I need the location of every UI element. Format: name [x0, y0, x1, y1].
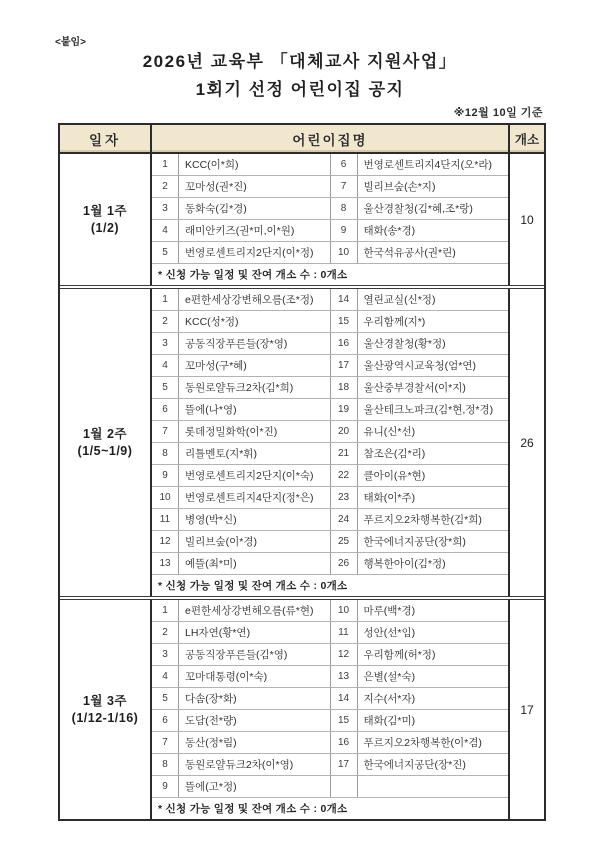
week-label: 1월 1주: [82, 203, 128, 218]
entry-number: 13: [152, 553, 179, 574]
date-cell: [60, 289, 152, 596]
entry-name: 예뜰(최*미): [179, 553, 331, 574]
entry-number: 9: [152, 776, 179, 797]
count-cell: 10: [508, 154, 544, 285]
entry-name: 울산중부경찰서(이*지): [363, 382, 466, 394]
entry-number: 7: [152, 732, 179, 753]
entry-number: 1: [152, 289, 179, 310]
entry-name: 울산경찰청(황*정): [363, 338, 446, 350]
week-label: 1월 3주: [82, 693, 128, 708]
entry-row: [152, 644, 508, 666]
entry-number: 14: [331, 688, 358, 709]
entry-row: [152, 198, 508, 220]
document-title: [0, 48, 600, 104]
entry-name: KCC(이*희): [179, 154, 331, 175]
week-group-2: [60, 285, 544, 596]
entry-row: [152, 666, 508, 688]
entry-number: 11: [152, 509, 179, 530]
week-label: 1월 2주: [82, 426, 128, 441]
entry-number: 21: [331, 443, 358, 464]
entry-number: 3: [152, 333, 179, 354]
entry-number: 20: [331, 421, 358, 442]
entry-row: [152, 509, 508, 531]
table-header-row: [60, 125, 544, 154]
entry-name: 태화(이*주): [363, 492, 416, 504]
entry-name: 지수(서*자): [363, 693, 416, 705]
col-header-date: 일자: [60, 125, 152, 152]
entry-row: [152, 377, 508, 399]
entry-row: [152, 220, 508, 242]
entry-number: 17: [331, 355, 358, 376]
title-line-1: 2026년 교육부 「대체교사 지원사업」: [142, 52, 458, 71]
title-line-2: 1회기 선정 어린이집 공지: [195, 80, 405, 99]
entry-name: 울산경찰청(김*혜,조*랑): [363, 203, 473, 215]
count-cell: 17: [508, 600, 544, 819]
basis-date-note: ※12월 10일 기준: [453, 107, 543, 119]
entry-row: [152, 754, 508, 776]
entry-name: 번영로센트리지4단지(오*라): [363, 159, 492, 171]
entries: [152, 154, 508, 285]
entry-number: 9: [331, 220, 358, 241]
entry-number: 7: [331, 176, 358, 197]
entry-number: 16: [331, 333, 358, 354]
entry-number: 15: [331, 311, 358, 332]
attachment-label: <붙임>: [55, 37, 86, 48]
entry-number: 17: [331, 754, 358, 775]
entry-name: 열린교실(신*정): [363, 294, 436, 306]
entry-row: [152, 421, 508, 443]
entry-number: 6: [152, 710, 179, 731]
entry-name: 한국에너지공단(장*희): [363, 536, 466, 548]
entry-number: 3: [152, 644, 179, 665]
entry-row: [152, 465, 508, 487]
selection-table: [58, 123, 546, 821]
entry-number: 6: [331, 154, 358, 175]
entry-name: 공동직장푸른들(장*영): [179, 333, 331, 354]
count-cell: 26: [508, 289, 544, 596]
entry-number: 1: [152, 154, 179, 175]
entry-number: 26: [331, 553, 358, 574]
entry-row: [152, 154, 508, 176]
entry-name: 빌리브숲(이*경): [179, 531, 331, 552]
entry-name: 번영로센트리지4단지(정*은): [179, 487, 331, 508]
entry-number: 4: [152, 355, 179, 376]
entry-name: 우리함께(지*): [363, 316, 426, 328]
entry-number: 2: [152, 622, 179, 643]
entry-number: 11: [331, 622, 358, 643]
entry-number: 16: [331, 732, 358, 753]
entry-name: 성안(선*임): [363, 627, 416, 639]
availability-note: * 신청 가능 일정 및 잔여 개소 수 : 0개소: [158, 803, 348, 815]
entry-number: 5: [152, 377, 179, 398]
entry-number: 8: [152, 754, 179, 775]
entry-name: 동원로얄듀크2차(김*희): [179, 377, 331, 398]
entry-name: 행복한아이(김*정): [363, 558, 446, 570]
entry-number: 23: [331, 487, 358, 508]
entry-name: 뜰에(고*정): [179, 776, 331, 797]
entry-row: [152, 710, 508, 732]
entry-row: [152, 553, 508, 575]
entry-name: 공동직장푸른들(김*영): [179, 644, 331, 665]
entry-row: [152, 732, 508, 754]
entries: [152, 289, 508, 596]
entry-row: [152, 176, 508, 198]
entry-number: 12: [152, 531, 179, 552]
week-range: (1/5~1/9): [77, 443, 133, 458]
entry-name: 푸르지오2차행복한(김*희): [363, 514, 482, 526]
entry-name: 마루(백*경): [363, 605, 416, 617]
entries: [152, 600, 508, 819]
entry-row: [152, 688, 508, 710]
week-range: (1/12-1/16): [71, 710, 139, 725]
entry-name: 병영(박*신): [179, 509, 331, 530]
entry-number: 4: [152, 666, 179, 687]
entry-number: 10: [331, 600, 358, 621]
entry-name: 동화숙(김*경): [179, 198, 331, 219]
col-header-count: 개소: [508, 125, 544, 152]
entry-name: 울산광역시교육청(엄*연): [363, 360, 477, 372]
entry-number: 18: [331, 377, 358, 398]
entry-number: 13: [331, 666, 358, 687]
availability-note: * 신청 가능 일정 및 잔여 개소 수 : 0개소: [158, 580, 348, 592]
entry-name: 꼬마성(구*혜): [179, 355, 331, 376]
entry-number: 4: [152, 220, 179, 241]
entry-name: 한국에너지공단(장*진): [363, 759, 466, 771]
entry-number: 10: [152, 487, 179, 508]
entry-number: 3: [152, 198, 179, 219]
entry-number: 22: [331, 465, 358, 486]
entry-name: 울산테크노파크(김*현,정*경): [363, 404, 494, 416]
entry-name: 다솜(장*화): [179, 688, 331, 709]
entry-number: 19: [331, 399, 358, 420]
entry-number: 5: [152, 688, 179, 709]
entry-name: 푸르지오2차행복한(이*겸): [363, 737, 482, 749]
entry-number: 8: [152, 443, 179, 464]
entry-number: 9: [152, 465, 179, 486]
entry-name: 태화(김*미): [363, 715, 416, 727]
entry-row: [152, 487, 508, 509]
entry-number: 5: [152, 242, 179, 263]
entry-number: [331, 776, 358, 797]
entry-number: 10: [331, 242, 358, 263]
entry-name: 유니(신*선): [363, 426, 416, 438]
entry-name: 태화(송*경): [363, 225, 416, 237]
date-cell: [60, 600, 152, 819]
entry-name: LH자연(황*연): [179, 622, 331, 643]
entry-name: 클아이(유*현): [363, 470, 426, 482]
entry-name: 은별(설*숙): [363, 671, 416, 683]
entry-name: 도담(전*량): [179, 710, 331, 731]
entry-name: 리틀멘토(지*휘): [179, 443, 331, 464]
date-cell: [60, 154, 152, 285]
entry-name: 롯데정밀화학(이*진): [179, 421, 331, 442]
entry-number: 8: [331, 198, 358, 219]
entry-name: [358, 776, 509, 797]
entry-name: KCC(성*정): [179, 311, 331, 332]
entry-row: [152, 531, 508, 553]
entry-number: 24: [331, 509, 358, 530]
col-header-name: 어린이집명: [292, 132, 368, 148]
entry-row: [152, 443, 508, 465]
entry-row: [152, 289, 508, 311]
entry-name: 우리함께(허*정): [363, 649, 436, 661]
entry-name: 빌리브숲(손*지): [363, 181, 436, 193]
entry-row: [152, 355, 508, 377]
week-group-1: [60, 154, 544, 285]
entry-row: [152, 242, 508, 264]
entry-name: 꼬마대통령(이*숙): [179, 666, 331, 687]
table-groups: [60, 154, 544, 819]
entry-number: 2: [152, 176, 179, 197]
week-range: (1/2): [90, 220, 120, 235]
entry-name: e편한세상강변해오름(조*정): [179, 289, 331, 310]
entry-number: 12: [331, 644, 358, 665]
entry-row: [152, 776, 508, 798]
entry-row: [152, 333, 508, 355]
entry-row: [152, 399, 508, 421]
entry-number: 15: [331, 710, 358, 731]
entry-name: 한국석유공사(권*린): [363, 247, 456, 259]
entry-name: 참조은(김*리): [363, 448, 426, 460]
entry-number: 1: [152, 600, 179, 621]
entry-name: e편한세상강변해오름(류*현): [179, 600, 331, 621]
entry-number: 2: [152, 311, 179, 332]
entry-name: 꼬마성(권*진): [179, 176, 331, 197]
entry-row: [152, 622, 508, 644]
entry-name: 동산(정*림): [179, 732, 331, 753]
entry-name: 동원로얄듀크2차(이*영): [179, 754, 331, 775]
entry-number: 6: [152, 399, 179, 420]
entry-name: 래미안키즈(권*미,이*원): [179, 220, 331, 241]
availability-note: * 신청 가능 일정 및 잔여 개소 수 : 0개소: [158, 269, 348, 281]
entry-number: 7: [152, 421, 179, 442]
entry-row: [152, 311, 508, 333]
entry-number: 14: [331, 289, 358, 310]
entry-name: 번영로센트리지2단지(이*정): [179, 242, 331, 263]
entry-name: 뜰에(나*영): [179, 399, 331, 420]
entry-number: 25: [331, 531, 358, 552]
entry-name: 번영로센트리지2단지(이*숙): [179, 465, 331, 486]
entry-row: [152, 600, 508, 622]
week-group-3: [60, 596, 544, 819]
